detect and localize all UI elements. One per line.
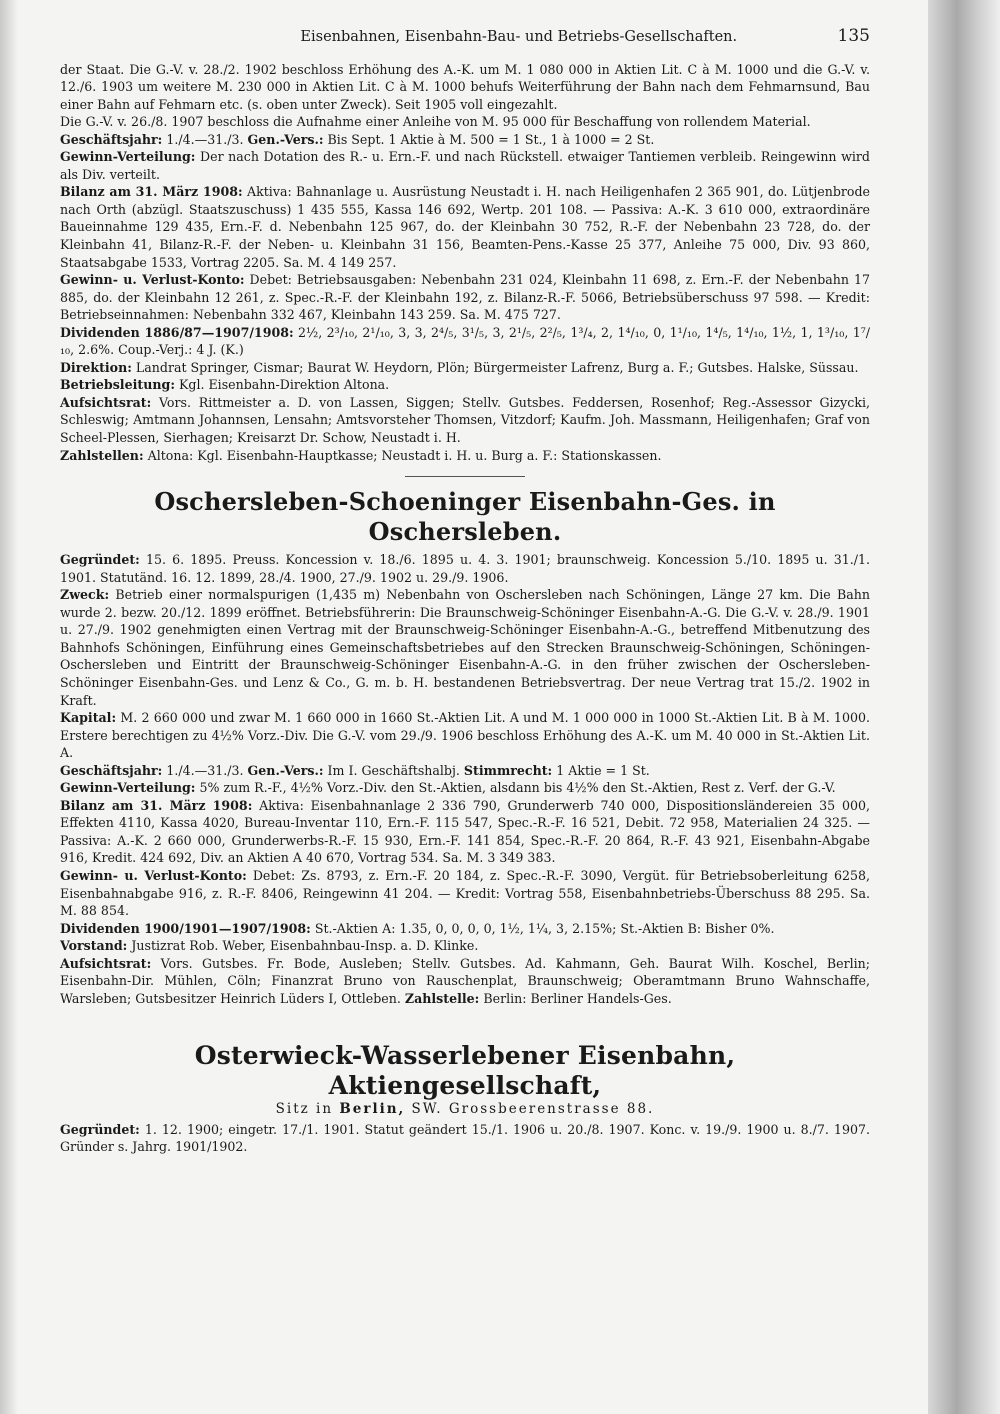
section-heading-osterwieck: Osterwieck-Wasserlebener Eisenbahn, Aktiengesellschaft,	[194, 1041, 736, 1101]
s1-gewinn-verlust: Gewinn- u. Verlust-Konto: Debet: Betriebsausgaben: Nebenbahn 231 024, Kleinbahn 11 698, z. Ern.-F. der Nebenbahn 17 885, do. der Kleinbahn 12 261, z. Spec.-R.-F. der Kleinbahn 192, z. Bilanz-R.-F. 5066, Betriebsüberschuss 97 598. — Kredit: Betriebseinnahmen: Nebenbahn 332 467, Kleinbahn 143 259. Sa. M. 475 727.	[60, 272, 870, 323]
section-divider	[405, 476, 525, 477]
s2-geschaeftsjahr: Geschäftsjahr: 1./4.—31./3. Gen.-Vers.: Im I. Geschäftshalbj. Stimmrecht: 1 Aktie = 1 St.	[60, 762, 650, 778]
s3-gegruendet: Gegründet: 1. 12. 1900; eingetr. 17./1. 1901. Statut geändert 15./1. 1906 u. 20./8. 1907. Konc. v. 19./9. 1900 u. 8./7. 1907. Gründer s. Jahrg. 1901/1902.	[60, 1121, 870, 1155]
s2-dividenden: Dividenden 1900/1901—1907/1908: St.-Aktien A: 1.35, 0, 0, 0, 0, 1½, 1¼, 3, 2.15%; St.-Aktien B: Bisher 0%.	[60, 920, 775, 936]
s1-direktion: Direktion: Landrat Springer, Cismar; Baurat W. Heydorn, Plön; Bürgermeister Lafrenz, Burg a. F.; Gutsbes. Halske, Süssau.	[60, 359, 859, 375]
page-content	[60, 28, 870, 1156]
s2-gewinn-verlust: Gewinn- u. Verlust-Konto: Debet: Zs. 8793, z. Ern.-F. 20 184, z. Spec.-R.-F. 3090, Vergüt. für Betriebsoberleitung 6258, Eisenbahnabgabe 916, z. R.-F. 8406, Reingewinn 41 204. — Kredit: Vortrag 558, Eisenbahnbetriebs-Überschuss 88 295. Sa. M. 88 854.	[60, 867, 871, 919]
running-title: Eisenbahnen, Eisenbahn-Bau- und Betriebs-Gesellschaften.	[300, 29, 738, 45]
s3-sitz: Sitz in Berlin, SW. Grossbeerenstrasse 88.	[275, 1101, 655, 1118]
s2-zweck: Zweck: Betrieb einer normalspurigen (1,435 m) Nebenbahn von Oschersleben nach Schöningen, Länge 27 km. Die Bahn wurde 2. bezw. 20./12. 1899 eröffnet. Betriebsführerin: Die Braunschweig-Schöninger Eisenbahn-A.-G. Die G.-V. v. 28./9. 1901 u. 27./9. 1902 genehmigten einen Vertrag mit der Braunschweig-Schöninger Eisenbahn-A.-G., betreffend Mitbenutzung des Bahnhofs Schöningen, Einführung eines Gemeinschaftsbetriebes auf den Strecken Braunschweig-Schöningen, Schöningen-Oschersleben und Eintritt der Braunschweig-Schöninger Eisenbahn-A.-G. in den früher zwischen der Oschersleben-Schöninger Eisenbahn-Ges. und Lenz & Co., G. m. b. H. bestandenen Betriebsvertrag. Der neue Vertrag trat 15./2. 1902 in Kraft.	[60, 587, 870, 708]
s1-intro2: Die G.-V. v. 26./8. 1907 beschloss die Aufnahme einer Anleihe von M. 95 000 für Beschaffung von rollendem Material.	[60, 114, 811, 130]
page-shadow-left	[0, 0, 18, 1414]
s2-gegruendet: Gegründet: 15. 6. 1895. Preuss. Koncession v. 18./6. 1895 u. 4. 3. 1901; braunschweig. Koncession 5./10. 1895 u. 31./1. 1901. Statutänd. 16. 12. 1899, 28./4. 1900, 27./9. 1902 u. 29./9. 1906.	[60, 552, 870, 585]
s1-intro: der Staat. Die G.-V. v. 28./2. 1902 beschloss Erhöhung des A.-K. um M. 1 080 000 in Aktien Lit. C à M. 1000 und die G.-V. v. 12./6. 1903 um weitere M. 230 000 in Aktien Lit. C à M. 1000 behufs Weiterführung der Bahn nach dem Fehmarnsund, Bau einer Bahn auf Fehmarn etc. (s. oben unter Zweck). Seit 1905 voll eingezahlt.	[60, 61, 870, 112]
s1-bilanz: Bilanz am 31. März 1908: Aktiva: Bahnanlage u. Ausrüstung Neustadt i. H. nach Heiligenhafen 2 365 901, do. Lütjenbrode nach Orth (abzügl. Staatszuschuss) 1 435 555, Kassa 146 692, Wertp. 201 108. — Passiva: A.-K. 3 610 000, extraordinäre Baueinnahme 129 435, Ern.-F. d. Nebenbahn 125 967, do. der Kleinbahn 30 752, R.-F. der Nebenbahn 23 728, do. der Kleinbahn 41, Bilanz-R.-F. der Neben- u. Kleinbahn 31 156, Beamten-Pens.-Kasse 25 377, Anleihe 75 000, Div. 93 860, Staatsabgabe 1533, Vortrag 2205. Sa. M. 4 149 257.	[60, 184, 870, 270]
s2-aufsichtsrat: Aufsichtsrat: Vors. Gutsbes. Fr. Bode, Ausleben; Stellv. Gutsbes. Ad. Kahmann, Geh. Baurat Wilh. Koschel, Berlin; Eisenbahn-Dir. Mühlen, Cöln; Finanzrat Bruno von Rauschenplat, Braunschweig; Oberamtmann Bruno Wahnschaffe, Warsleben; Gutsbesitzer Heinrich Lüders I, Ottleben. Zahlstelle: Berlin: Berliner Handels-Ges.	[60, 955, 870, 1006]
page-number: 135	[837, 26, 870, 46]
s2-vorstand: Vorstand: Justizrat Rob. Weber, Eisenbahnbau-Insp. a. D. Klinke.	[60, 938, 479, 954]
running-header	[60, 28, 870, 47]
section-heading-oschersleben: Oschersleben-Schoeninger Eisenbahn-Ges. in Oschersleben.	[154, 487, 776, 547]
s1-betriebsleitung: Betriebsleitung: Kgl. Eisenbahn-Direktion Altona.	[60, 377, 390, 393]
s1-gewinn-verteilung: Gewinn-Verteilung: Der nach Dotation des R.- u. Ern.-F. und nach Rückstell. etwaiger Tantiemen verbleib. Reingewinn wird als Div. verteilt.	[60, 149, 870, 182]
s2-kapital: Kapital: M. 2 660 000 und zwar M. 1 660 000 in 1660 St.-Aktien Lit. A und M. 1 000 000 in 1000 St.-Aktien Lit. B à M. 1000. Erstere berechtigen zu 4½% Vorz.-Div. Die G.-V. vom 29./9. 1906 beschloss Erhöhung des A.-K. um M. 40 000 in St.-Aktien Lit. A.	[60, 710, 870, 761]
s1-geschaeftsjahr: Geschäftsjahr: 1./4.—31./3. Gen.-Vers.: Bis Sept. 1 Aktie à M. 500 = 1 St., 1 à 1000 = 2 St.	[60, 131, 655, 147]
s2-bilanz: Bilanz am 31. März 1908: Aktiva: Eisenbahnanlage 2 336 790, Grunderwerb 740 000, Dispositionsländereien 35 000, Effekten 4110, Kassa 4020, Bureau-Inventar 110, Ern.-F. 115 547, Spec.-R.-F. 16 521, Debit. 72 958, Materialien 24 325. — Passiva: A.-K. 2 660 000, Grunderwerbs-R.-F. 15 930, Ern.-F. 141 854, Spec.-R.-F. 20 864, R.-F. 43 921, Eisenbahn-Abgabe 916, Kredit. 424 692, Div. an Aktien A 40 670, Vortrag 534. Sa. M. 3 349 383.	[60, 797, 870, 866]
s1-dividenden: Dividenden 1886/87—1907/1908: 2½, 2³/₁₀, 2¹/₁₀, 3, 3, 2⁴/₅, 3¹/₅, 3, 2¹/₅, 2²/₅, 1³/₄, 2, 1⁴/₁₀, 0, 1¹/₁₀, 1⁴/₅, 1⁴/₁₀, 1½, 1, 1³/₁₀, 1⁷/₁₀, 2.6%. Coup.-Verj.: 4 J. (K.)	[60, 324, 870, 358]
page-binding-edge	[928, 0, 1000, 1414]
s1-aufsichtsrat: Aufsichtsrat: Vors. Rittmeister a. D. von Lassen, Siggen; Stellv. Gutsbes. Feddersen, Rosenhof; Reg.-Assessor Gizycki, Schleswig; Amtmann Johannsen, Lensahn; Amtsvorsteher Thomsen, Vitzdorf; Kaufm. Joh. Massmann, Heiligenhafen; Graf von Scheel-Plessen, Sierhagen; Kreisarzt Dr. Schow, Neustadt i. H.	[60, 394, 870, 446]
s2-gewinn-verteilung: Gewinn-Verteilung: 5% zum R.-F., 4½% Vorz.-Div. den St.-Aktien, alsdann bis 4½% den St.-Aktien, Rest z. Verf. der G.-V.	[60, 780, 836, 796]
s1-zahlstellen: Zahlstellen: Altona: Kgl. Eisenbahn-Hauptkasse; Neustadt i. H. u. Burg a. F.: Stationskassen.	[60, 447, 662, 463]
